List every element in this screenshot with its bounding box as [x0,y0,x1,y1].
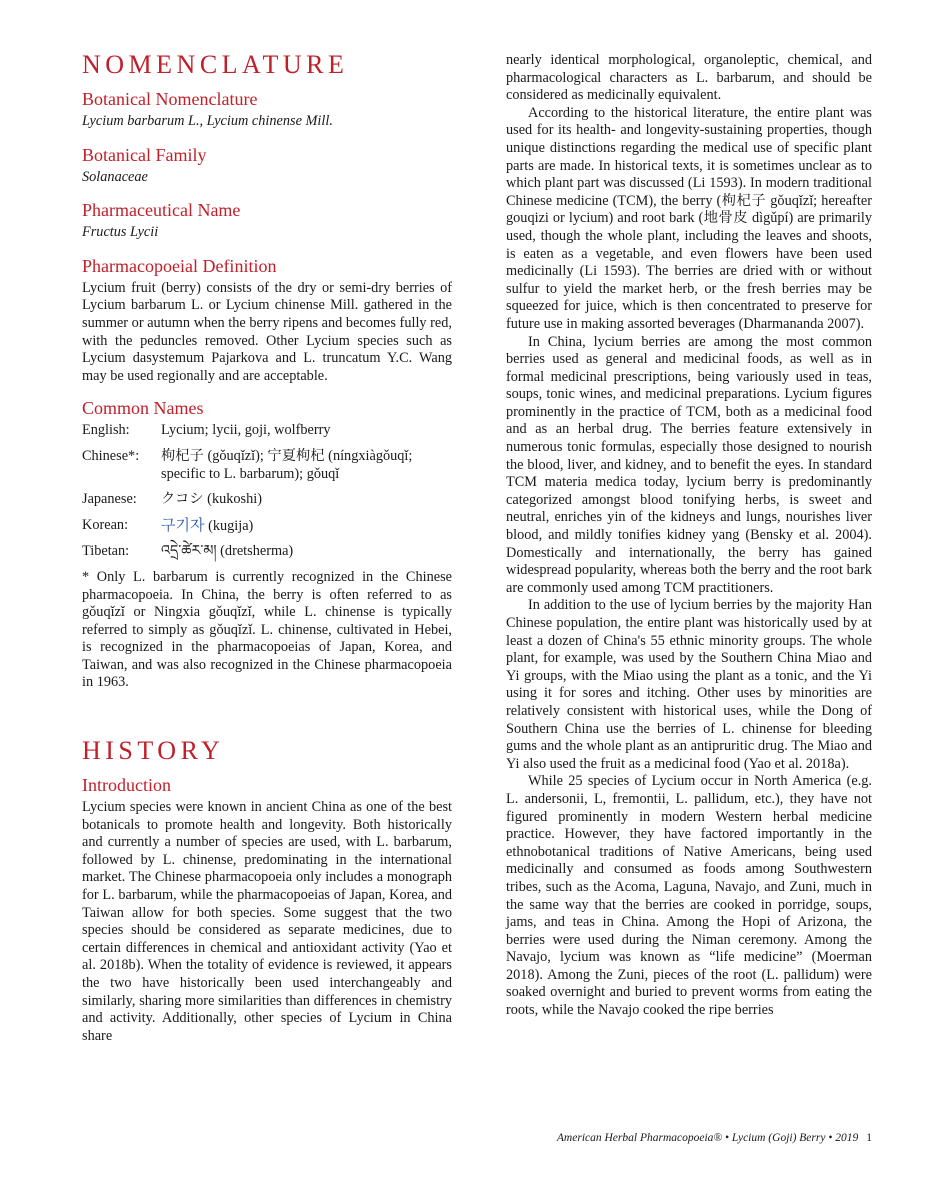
history-title: HISTORY [82,736,225,766]
common-name-lang: Tibetan: [82,543,130,560]
common-name-row [82,517,452,536]
page-footer [506,1132,872,1144]
history-paragraph: In China, lycium berries are among the most common berries used as general and medicinal foods, as well as in formal medicinal prescriptions, being variously used in teas, soups, tonic wines, and medicinal preparations. Lycium figures prominently in the practice of TCM, both as a medicinal food and as an herbal drug. The berries feature extensively in numerous tonic formulas, especially those designed to nourish the blood, liver, and kidney, and to benefit the eyes. In standard TCM materia medica today, lycium berry is predominantly categorized amongst blood tonifying herbs, is sweet and neutral, enriches yin of the kidneys and lungs, nourishes liver blood, and mildly tonifies kidney yang (Bensky et al. 2004). Domestically and internationally, the berry has gained widespread popularity, whereas both the berry and the root bark are commonly used among TCM practitioners. [506,333,872,596]
botanical-family-text: Solanaceae [82,168,148,185]
common-name-value: འདྲེ་ཚེར་མ། (dretsherma) [161,543,294,560]
common-name-lang: Chinese*: [82,447,140,464]
page-number: 1 [866,1132,872,1144]
introduction-heading: Introduction [82,775,171,796]
common-name-value: クコシ (kukoshi) [161,491,262,508]
history-paragraph: nearly identical morphological, organoleptic, chemical, and pharmacological characters as L. barbarum, and should be considered as medicinally equivalent. [506,52,872,104]
common-names-list [82,422,452,561]
right-column [506,52,872,1020]
pharmaceutical-name-text: Fructus Lycii [82,224,159,241]
history-paragraph: While 25 species of Lycium occur in North America (e.g. L. andersonii, L, fremontii, L. pallidum, etc.), they have not figured prominently in modern Western herbal medicine practice. However, they have factored importantly in the ethnobotanical traditions of Native Americans, being used medicinally and consumed as foods among Southwestern tribes, such as the Acoma, Laguna, Navajo, and Zuni, much in the same way that the berries are cooked in porridge, soups, jams, and teas in China. Among the Hopi of Arizona, the berries were used during the Niman ceremony. Among the Navajo, lycium was known as “life medicine” (Moerman 2018). Among the Zuni, pieces of the root (L. pallidum) were soaked overnight and buried to prevent worms from eating the roots, while the Navajo cooked the ripe berries [506,773,872,1019]
korean-romanization: (kugija) [208,517,254,534]
botanical-family-heading: Botanical Family [82,144,207,165]
common-name-lang: English: [82,422,130,439]
pharmaceutical-name-heading: Pharmaceutical Name [82,200,241,221]
botanical-nomenclature-heading: Botanical Nomenclature [82,89,258,109]
common-names-heading: Common Names [82,398,204,419]
history-paragraph: In addition to the use of lycium berries by the majority Han Chinese population, the entire plant was historically used by at least a dozen of China's 55 ethnic minority groups. The whole plant, for example, was used by the Southern China Miao and Yi groups, with the Miao using the plant as a tonic, and the Yi using it for sores and itching. Other uses by minorities are relatively consistent with historical uses, while the Dong of Southern China use the berries of L. chinense for bleeding gums and the whole plant as an antipruritic drug. The Miao and Yi also used the fruit as a medicinal food (Yao et al. 2018a). [506,597,872,772]
left-column [82,50,452,1045]
pharmacopoeial-definition-text: Lycium fruit (berry) consists of the dry or semi-dry berries of Lycium barbarum L. or Lycium chinense Mill. gathered in the summer or autumn when the berry ripens and becomes fully red, with the peduncles removed. Other Lycium species such as Lycium dasystemum Pajarkova and L. truncatum Y.C. Wang may be used regionally and are acceptable. [82,279,452,384]
introduction-text: Lycium species were known in ancient China as one of the best botanicals to promote health and longevity. Both historically and currently a number of species are used, with L. barbarum, followed by L. chinense, predominating in the international market. The Chinese pharmacopoeia only includes a monograph for L. barbarum, while the pharmacopoeias of Japan, Korea, and Taiwan allow for both species. Some suggest that the two species should be considered as separate medicines, due to certain differences in chemical and antioxidant activity (Yao et al. 2018b). When the totality of evidence is reviewed, it appears the two have historically been used interchangeably and similarly, sharing more similarities than differences in chemistry and activity. Additionally, other species of Lycium in China share [82,799,452,1044]
history-paragraph: According to the historical literature, the entire plant was used for its health- and longevity-sustaining properties, though unique distinctions regarding the medical use of specific plant parts are made. In historical texts, it is sometimes unclear as to which plant part was discussed (Li 1593). In modern traditional Chinese medicine (TCM), the berry (枸杞子 gǒuqǐzǐ; hereafter gouqizi or lycium) and root bark (地骨皮 dìgǔpí) are primarily used, though the whole plant, including the leaves and shoots, is eaten as a vegetable, and even flowers have been used medicinally (Li 1593). The berries are dried with or without sulfur to yield the market herb, or the fresh berries may be squeezed for juice, which is then concentrated to preserve for future use in making assorted beverages (Dharmananda 2007). [506,104,872,332]
common-name-value: Lycium; lycii, goji, wolfberry [161,422,331,439]
common-name-lang: Korean: [82,516,129,533]
common-name-lang: Japanese: [82,491,137,508]
common-name-row [82,422,452,440]
common-name-value [161,517,452,536]
footer-text: American Herbal Pharmacopoeia® • Lycium (Goji) Berry • 2019 [556,1132,859,1144]
chinese-footnote: * Only L. barbarum is currently recognized in the Chinese pharmacopoeia. In China, the berry is often referred to as gǒuqǐzǐ or Ningxia gǒuqǐzǐ, while L. chinense is typically referred to simply as gǒuqǐzǐ. L. chinense, cultivated in Hebei, is recognized in the pharmacopoeias of Japan, Korea, and Taiwan, and was also recognized in the Chinese pharmacopoeia in 1963. [82,568,452,691]
common-name-row [82,448,452,483]
botanical-nomenclature-text: Lycium barbarum L., Lycium chinense Mill. [82,113,333,129]
korean-script: 구기자 [161,515,205,534]
nomenclature-title: NOMENCLATURE [82,50,349,79]
common-name-value: 枸杞子 (gǒuqǐzǐ); 宁夏枸杞 (níngxiàgǒuqǐ; specific to L. barbarum); gǒuqǐ [161,447,413,482]
common-name-row [82,491,452,509]
common-name-row [82,543,452,561]
pharmacopoeial-definition-heading: Pharmacopoeial Definition [82,255,277,276]
